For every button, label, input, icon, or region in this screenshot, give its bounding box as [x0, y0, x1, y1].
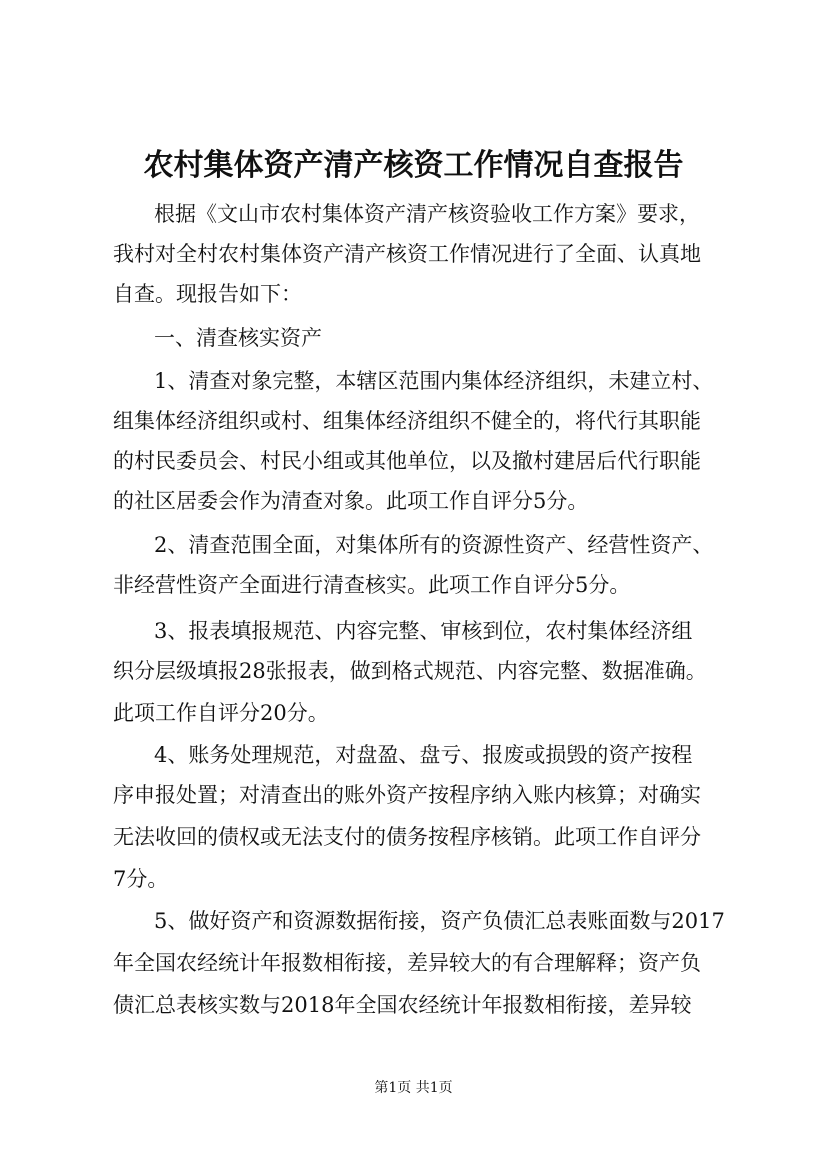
paragraph-line: 5、做好资产和资源数据衔接，资产负债汇总表账面数与2017 [154, 909, 725, 933]
paragraph-line: 7分。 [113, 867, 169, 891]
paragraph-line: 的社区居委会作为清查对象。此项工作自评分5分。 [113, 489, 589, 513]
paragraph-line: 3、报表填报规范、内容完整、审核到位，农村集体经济组 [154, 619, 693, 643]
paragraph-line: 自查。现报告如下： [113, 282, 302, 306]
paragraph-line: 无法收回的债权或无法支付的债务按程序核销。此项工作自评分 [113, 825, 701, 849]
paragraph-line: 非经营性资产全面进行清查核实。此项工作自评分5分。 [113, 573, 631, 597]
paragraph-line: 1、清查对象完整，本辖区范围内集体经济组织，未建立村、 [154, 369, 714, 393]
paragraph-line: 序申报处置；对清查出的账外资产按程序纳入账内核算；对确实 [113, 783, 701, 807]
paragraph-line: 织分层级填报28张报表，做到格式规范、内容完整、数据准确。 [113, 659, 707, 683]
section-heading: 一、清查核实资产 [154, 326, 322, 350]
paragraph-line: 组集体经济组织或村、组集体经济组织不健全的，将代行其职能 [113, 409, 701, 433]
page-footer: 第1页 共1页 [374, 1080, 453, 1096]
paragraph-line: 此项工作自评分20分。 [113, 701, 329, 725]
paragraph-line: 4、账务处理规范，对盘盈、盘亏、报废或损毁的资产按程 [154, 743, 693, 767]
paragraph-line: 2、清查范围全面，对集体所有的资源性资产、经营性资产、 [154, 533, 714, 557]
paragraph-line: 的村民委员会、村民小组或其他单位，以及撤村建居后代行职能 [113, 449, 701, 473]
document-title: 农村集体资产清产核资工作情况自查报告 [143, 148, 684, 183]
paragraph-line: 我村对全村农村集体资产清产核资工作情况进行了全面、认真地 [113, 242, 701, 266]
paragraph-line: 债汇总表核实数与2018年全国农经统计年报数相衔接，差异较 [113, 993, 692, 1017]
paragraph-line: 年全国农经统计年报数相衔接，差异较大的有合理解释；资产负 [113, 951, 701, 975]
paragraph-line: 根据《文山市农村集体资产清产核资验收工作方案》要求， [154, 202, 700, 226]
